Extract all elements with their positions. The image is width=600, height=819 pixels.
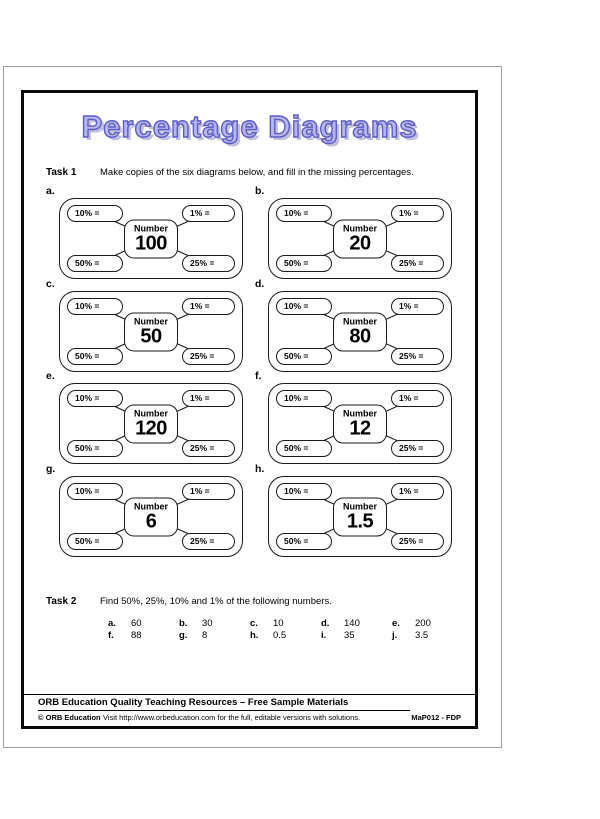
pill-10-percent: 10% = xyxy=(276,298,332,315)
number-box xyxy=(124,404,178,443)
item-value: 200 xyxy=(415,618,431,629)
diagram-box xyxy=(268,383,452,464)
item-value: 3.5 xyxy=(415,630,429,641)
footer-copyright: © ORB Education xyxy=(38,713,101,722)
item-value: 10 xyxy=(273,618,284,629)
item-letter: a. xyxy=(108,618,116,629)
number-box xyxy=(124,497,178,536)
task2-instruction: Find 50%, 25%, 10% and 1% of the following numbers. xyxy=(100,596,332,607)
pill-50-percent: 50% = xyxy=(276,255,332,272)
footer-row xyxy=(38,713,461,722)
pill-10-percent: 10% = xyxy=(276,483,332,500)
task2-item-d xyxy=(321,618,392,629)
pill-10-percent: 10% = xyxy=(276,390,332,407)
number-box xyxy=(333,219,387,258)
number-box-value: 12 xyxy=(349,417,371,439)
item-value: 140 xyxy=(344,618,360,629)
pill-25-percent: 25% = xyxy=(391,440,444,457)
task2-numbers-row-2 xyxy=(108,630,478,641)
item-value: 35 xyxy=(344,630,355,641)
pill-50-percent: 50% = xyxy=(276,440,332,457)
pill-50-percent: 50% = xyxy=(276,348,332,365)
content-frame xyxy=(21,90,478,729)
pill-10-percent: 10% = xyxy=(276,205,332,222)
pill-10-percent: 10% = xyxy=(67,483,123,500)
task1-instruction: Make copies of the six diagrams below, and fill in the missing percentages. xyxy=(100,167,414,178)
pill-50-percent: 50% = xyxy=(67,533,123,550)
task2-item-e xyxy=(392,618,463,629)
number-box-value: 50 xyxy=(140,325,162,347)
number-box xyxy=(333,497,387,536)
number-box-value: 80 xyxy=(349,325,371,347)
diagram-box xyxy=(59,198,243,279)
pill-1-percent: 1% = xyxy=(182,390,235,407)
pill-25-percent: 25% = xyxy=(182,440,235,457)
pill-10-percent: 10% = xyxy=(67,298,123,315)
task2-item-a xyxy=(108,618,179,629)
diagram-box xyxy=(268,291,452,372)
pill-1-percent: 1% = xyxy=(391,205,444,222)
pill-25-percent: 25% = xyxy=(182,348,235,365)
pill-50-percent: 50% = xyxy=(67,255,123,272)
number-box xyxy=(333,404,387,443)
number-box xyxy=(124,219,178,258)
number-box-title: Number xyxy=(342,316,377,326)
pill-50-percent: 50% = xyxy=(276,533,332,550)
pill-1-percent: 1% = xyxy=(391,483,444,500)
worksheet-page xyxy=(3,66,502,748)
diagram-box xyxy=(59,476,243,557)
footer-divider xyxy=(24,694,475,695)
diagram-letter: f. xyxy=(255,370,262,382)
item-letter: i. xyxy=(321,630,327,641)
task2-item-j xyxy=(392,630,463,641)
footer-visit-text: Visit http://www.orbeducation.com for the full, editable versions with solutions. xyxy=(103,713,361,722)
item-letter: c. xyxy=(250,618,258,629)
diagram-box xyxy=(59,291,243,372)
item-value: 88 xyxy=(131,630,142,641)
pill-1-percent: 1% = xyxy=(182,483,235,500)
item-letter: j. xyxy=(392,630,398,641)
task1-row xyxy=(46,167,414,178)
pill-50-percent: 50% = xyxy=(67,348,123,365)
number-box-title: Number xyxy=(133,316,168,326)
diagram-letter: a. xyxy=(46,185,55,197)
diagram-letter: c. xyxy=(46,278,55,290)
pill-25-percent: 25% = xyxy=(391,255,444,272)
task1-label: Task 1 xyxy=(46,167,77,178)
diagram-f xyxy=(255,370,453,465)
pill-10-percent: 10% = xyxy=(67,205,123,222)
pill-25-percent: 25% = xyxy=(182,533,235,550)
number-box-value: 100 xyxy=(135,232,167,254)
pill-25-percent: 25% = xyxy=(391,348,444,365)
number-box-value: 6 xyxy=(145,510,157,532)
number-box-value: 120 xyxy=(135,417,167,439)
diagram-h xyxy=(255,463,453,558)
task2-item-b xyxy=(179,618,250,629)
item-value: 60 xyxy=(131,618,142,629)
number-box-value: 1.5 xyxy=(346,510,374,532)
pill-25-percent: 25% = xyxy=(182,255,235,272)
item-letter: g. xyxy=(179,630,188,641)
task2-item-c xyxy=(250,618,321,629)
diagram-a xyxy=(46,185,244,280)
diagram-letter: g. xyxy=(46,463,56,475)
number-box-value: 20 xyxy=(349,232,371,254)
number-box-title: Number xyxy=(342,223,377,233)
item-letter: f. xyxy=(108,630,114,641)
diagram-b xyxy=(255,185,453,280)
pill-1-percent: 1% = xyxy=(182,205,235,222)
item-letter: h. xyxy=(250,630,259,641)
pill-1-percent: 1% = xyxy=(182,298,235,315)
diagram-box xyxy=(59,383,243,464)
task2-numbers-row-1 xyxy=(108,618,478,629)
pill-1-percent: 1% = xyxy=(391,298,444,315)
diagram-g xyxy=(46,463,244,558)
number-box-title: Number xyxy=(342,501,377,511)
number-box xyxy=(333,312,387,351)
item-letter: b. xyxy=(179,618,188,629)
task2-item-f xyxy=(108,630,179,641)
pill-25-percent: 25% = xyxy=(391,533,444,550)
number-box-title: Number xyxy=(133,408,168,418)
number-box-title: Number xyxy=(133,501,168,511)
diagram-letter: h. xyxy=(255,463,265,475)
diagram-box xyxy=(268,198,452,279)
task2-item-g xyxy=(179,630,250,641)
number-box xyxy=(124,312,178,351)
pill-10-percent: 10% = xyxy=(67,390,123,407)
footer-document-code: MaP012 - FDP xyxy=(411,713,461,722)
diagram-box xyxy=(268,476,452,557)
footer-banner: ORB Education Quality Teaching Resources – Free Sample Materials xyxy=(38,697,410,711)
diagram-e xyxy=(46,370,244,465)
task2-item-h xyxy=(250,630,321,641)
page-title: Percentage Diagrams xyxy=(81,109,418,144)
item-value: 0.5 xyxy=(273,630,287,641)
task2-label: Task 2 xyxy=(46,596,77,607)
diagram-d xyxy=(255,278,453,373)
item-value: 30 xyxy=(202,618,213,629)
task2-item-i xyxy=(321,630,392,641)
diagram-letter: e. xyxy=(46,370,55,382)
task2-row xyxy=(46,596,332,607)
diagram-letter: d. xyxy=(255,278,265,290)
item-letter: e. xyxy=(392,618,400,629)
diagram-letter: b. xyxy=(255,185,265,197)
pill-1-percent: 1% = xyxy=(391,390,444,407)
item-letter: d. xyxy=(321,618,330,629)
number-box-title: Number xyxy=(133,223,168,233)
number-box-title: Number xyxy=(342,408,377,418)
item-value: 8 xyxy=(202,630,208,641)
diagram-c xyxy=(46,278,244,373)
pill-50-percent: 50% = xyxy=(67,440,123,457)
